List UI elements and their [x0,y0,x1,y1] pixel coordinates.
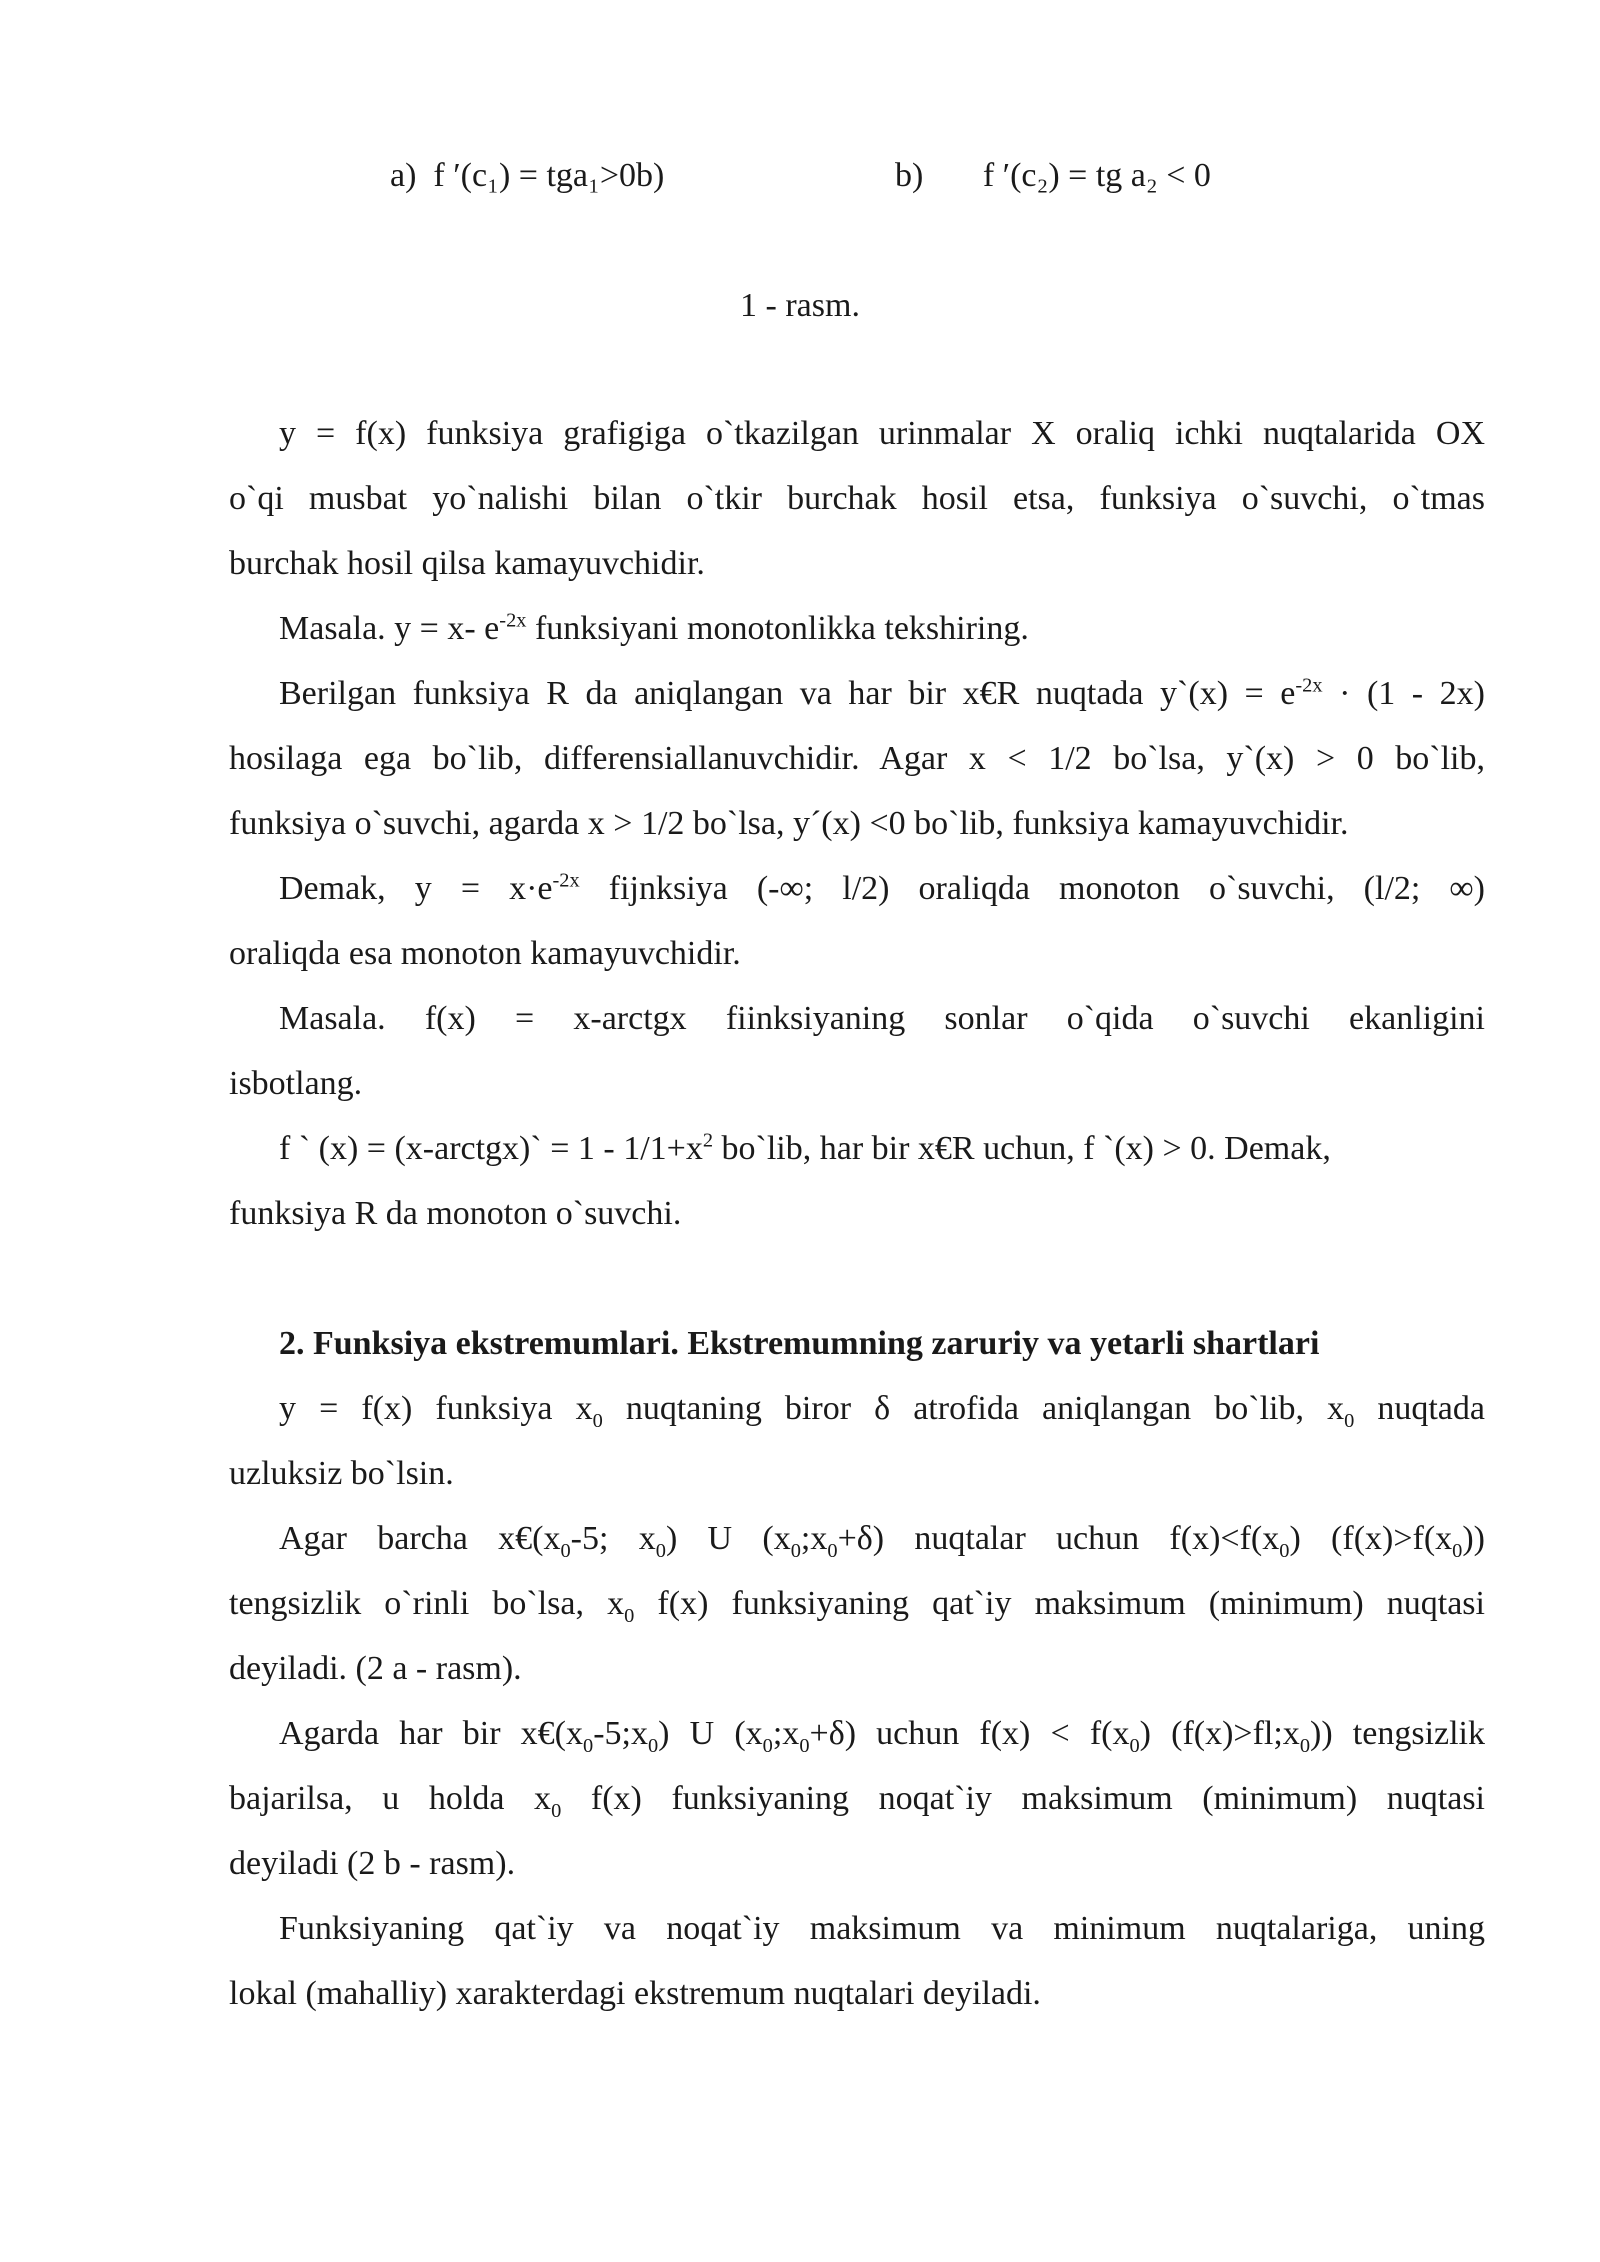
p8-text-f: ) (f(x)>f(x [1289,1520,1453,1557]
p9-sub-6: 0 [1299,1734,1311,1757]
p4-line-2: oraliqda esa monoton kamayuvchidir. [229,935,741,972]
p3-text-a: Berilgan funksiya R da aniqlangan va har bir x€R nuqtada y`(x) = e [279,675,1296,712]
p9-line-1 [229,1714,1485,1757]
p8-text-b: -5; x [570,1520,656,1557]
p4-exponent: -2x [552,869,580,892]
p3-exponent: -2x [1295,674,1323,697]
p8-line-1 [229,1519,1486,1562]
p9-text-f: ) (f(x)>fl;x [1139,1715,1300,1752]
p2-text-b: funksiyani monotonlikka tekshiring. [526,610,1029,647]
p2-exponent: -2x [499,609,527,632]
p2-text-a: Masala. y = x- e [279,610,500,647]
p2-line-1 [229,609,1485,649]
p4-text-b: fijnksiya (-∞; l/2) oraliqda monoton o`suvchi, (l/2; ∞) [579,870,1485,907]
p1-line-3: burchak hosil qilsa kamayuvchidir. [229,545,705,582]
p8-sub-6: 0 [1452,1539,1463,1562]
p9-sub-5: 0 [1129,1734,1140,1757]
p8-text-g: )) [1462,1520,1486,1557]
p8-text-h: tengsizlik o`rinli bo`lsa, x [229,1585,625,1622]
caption-b-text: f ′(c₂) = tg a₂ < 0 [982,157,1211,194]
p8-sub-3: 0 [790,1539,801,1562]
p6-text-a: f ` (x) = (x-arctgx)` = 1 - 1/1+x [279,1130,703,1167]
p3-line-1 [229,674,1485,714]
p5-line-2: isbotlang. [229,1065,363,1102]
p3-line-2: hosilaga ega bo`lib, differensiallanuvchidir. Agar x < 1/2 bo`lsa, y`(x) > 0 bo`lib, [229,740,1485,777]
p8-sub-1: 0 [560,1539,571,1562]
p9-text-e: +δ) uchun f(x) < f(x [809,1715,1130,1752]
p1-line-2: o`qi musbat yo`nalishi bilan o`tkir burchak hosil etsa, funksiya o`suvchi, o`tmas [229,480,1485,517]
p3-text-b: · (1 - 2x) [1322,675,1485,712]
p1-line-1: y = f(x) funksiya grafigiga o`tkazilgan urinmalar X oraliq ichki nuqtalarida OX [279,415,1485,452]
p7-line-1 [229,1389,1485,1432]
figure-label: 1 - rasm. [740,287,860,324]
p7-text-a: y = f(x) funksiya x [279,1390,593,1427]
p8-text-c: ) U (x [665,1520,791,1557]
p6-line-1 [229,1129,1485,1169]
p10-line-2: lokal (mahalliy) xarakterdagi ekstremum nuqtalari deyiladi. [229,1975,1041,2012]
p8-line-2 [229,1584,1485,1627]
p8-sub-2: 0 [655,1539,666,1562]
p7-text-b: nuqtaning biror δ atrofida aniqlangan bo`lib, x [602,1390,1345,1427]
p9-sub-1: 0 [582,1734,594,1757]
p8-sub-5: 0 [1279,1539,1290,1562]
p3-line-3: funksiya o`suvchi, agarda x > 1/2 bo`lsa, y´(x) <0 bo`lib, funksiya kamayuvchidir. [229,805,1349,842]
caption-a-text: f ′(c₁) = tga₁>0b) [433,157,665,194]
section-heading: 2. Funksiya ekstremumlari. Ekstremumning zaruriy va yetarli shartlari [279,1325,1320,1362]
p7-text-c: nuqtada [1354,1390,1485,1427]
p9-text-c: ) U (x [658,1715,763,1752]
p8-text-e: +δ) nuqtalar uchun f(x)<f(x [837,1520,1280,1557]
p9-line-2 [229,1779,1485,1822]
caption-a [390,156,664,196]
p9-sub-7: 0 [551,1799,562,1822]
p9-sub-4: 0 [799,1734,810,1757]
p9-text-g: )) tengsizlik [1310,1715,1485,1752]
p10-line-1: Funksiyaning qat`iy va noqat`iy maksimum va minimum nuqtalariga, uning [279,1910,1485,1947]
p9-text-i: f(x) funksiyaning noqat`iy maksimum (minimum) nuqtasi [561,1780,1485,1817]
p4-text-a: Demak, y = x·e [279,870,553,907]
p7-line-2: uzluksiz bo`lsin. [229,1455,454,1492]
p9-text-b: -5;x [593,1715,648,1752]
p9-text-d: ;x [772,1715,800,1752]
p9-text-h: bajarilsa, u holda x [229,1780,552,1817]
p8-text-d: ;x [800,1520,828,1557]
p8-sub-7: 0 [624,1604,635,1627]
p7-sub-1: 0 [592,1409,603,1432]
p8-sub-4: 0 [827,1539,838,1562]
p9-line-3: deyiladi (2 b - rasm). [229,1845,516,1882]
caption-a-label: a) [390,157,417,194]
p8-line-3: deyiladi. (2 a - rasm). [229,1650,522,1687]
p7-sub-2: 0 [1344,1409,1355,1432]
p8-text-a: Agar barcha x€(x [279,1520,561,1557]
p8-text-i: f(x) funksiyaning qat`iy maksimum (minimum) nuqtasi [634,1585,1485,1622]
p5-line-1: Masala. f(x) = x-arctgx fiinksiyaning sonlar o`qida o`suvchi ekanligini [279,1000,1485,1037]
p6-line-2: funksiya R da monoton o`suvchi. [229,1195,682,1232]
p6-exponent: 2 [702,1129,714,1152]
p9-sub-2: 0 [647,1734,659,1757]
p4-line-1 [229,869,1485,909]
p6-text-b: bo`lib, har bir x€R uchun, f `(x) > 0. Demak, [713,1130,1331,1167]
p9-sub-3: 0 [762,1734,773,1757]
caption-b-label: b) [895,157,924,194]
p9-text-a: Agarda har bir x€(x [279,1715,583,1752]
caption-b [895,156,1211,196]
